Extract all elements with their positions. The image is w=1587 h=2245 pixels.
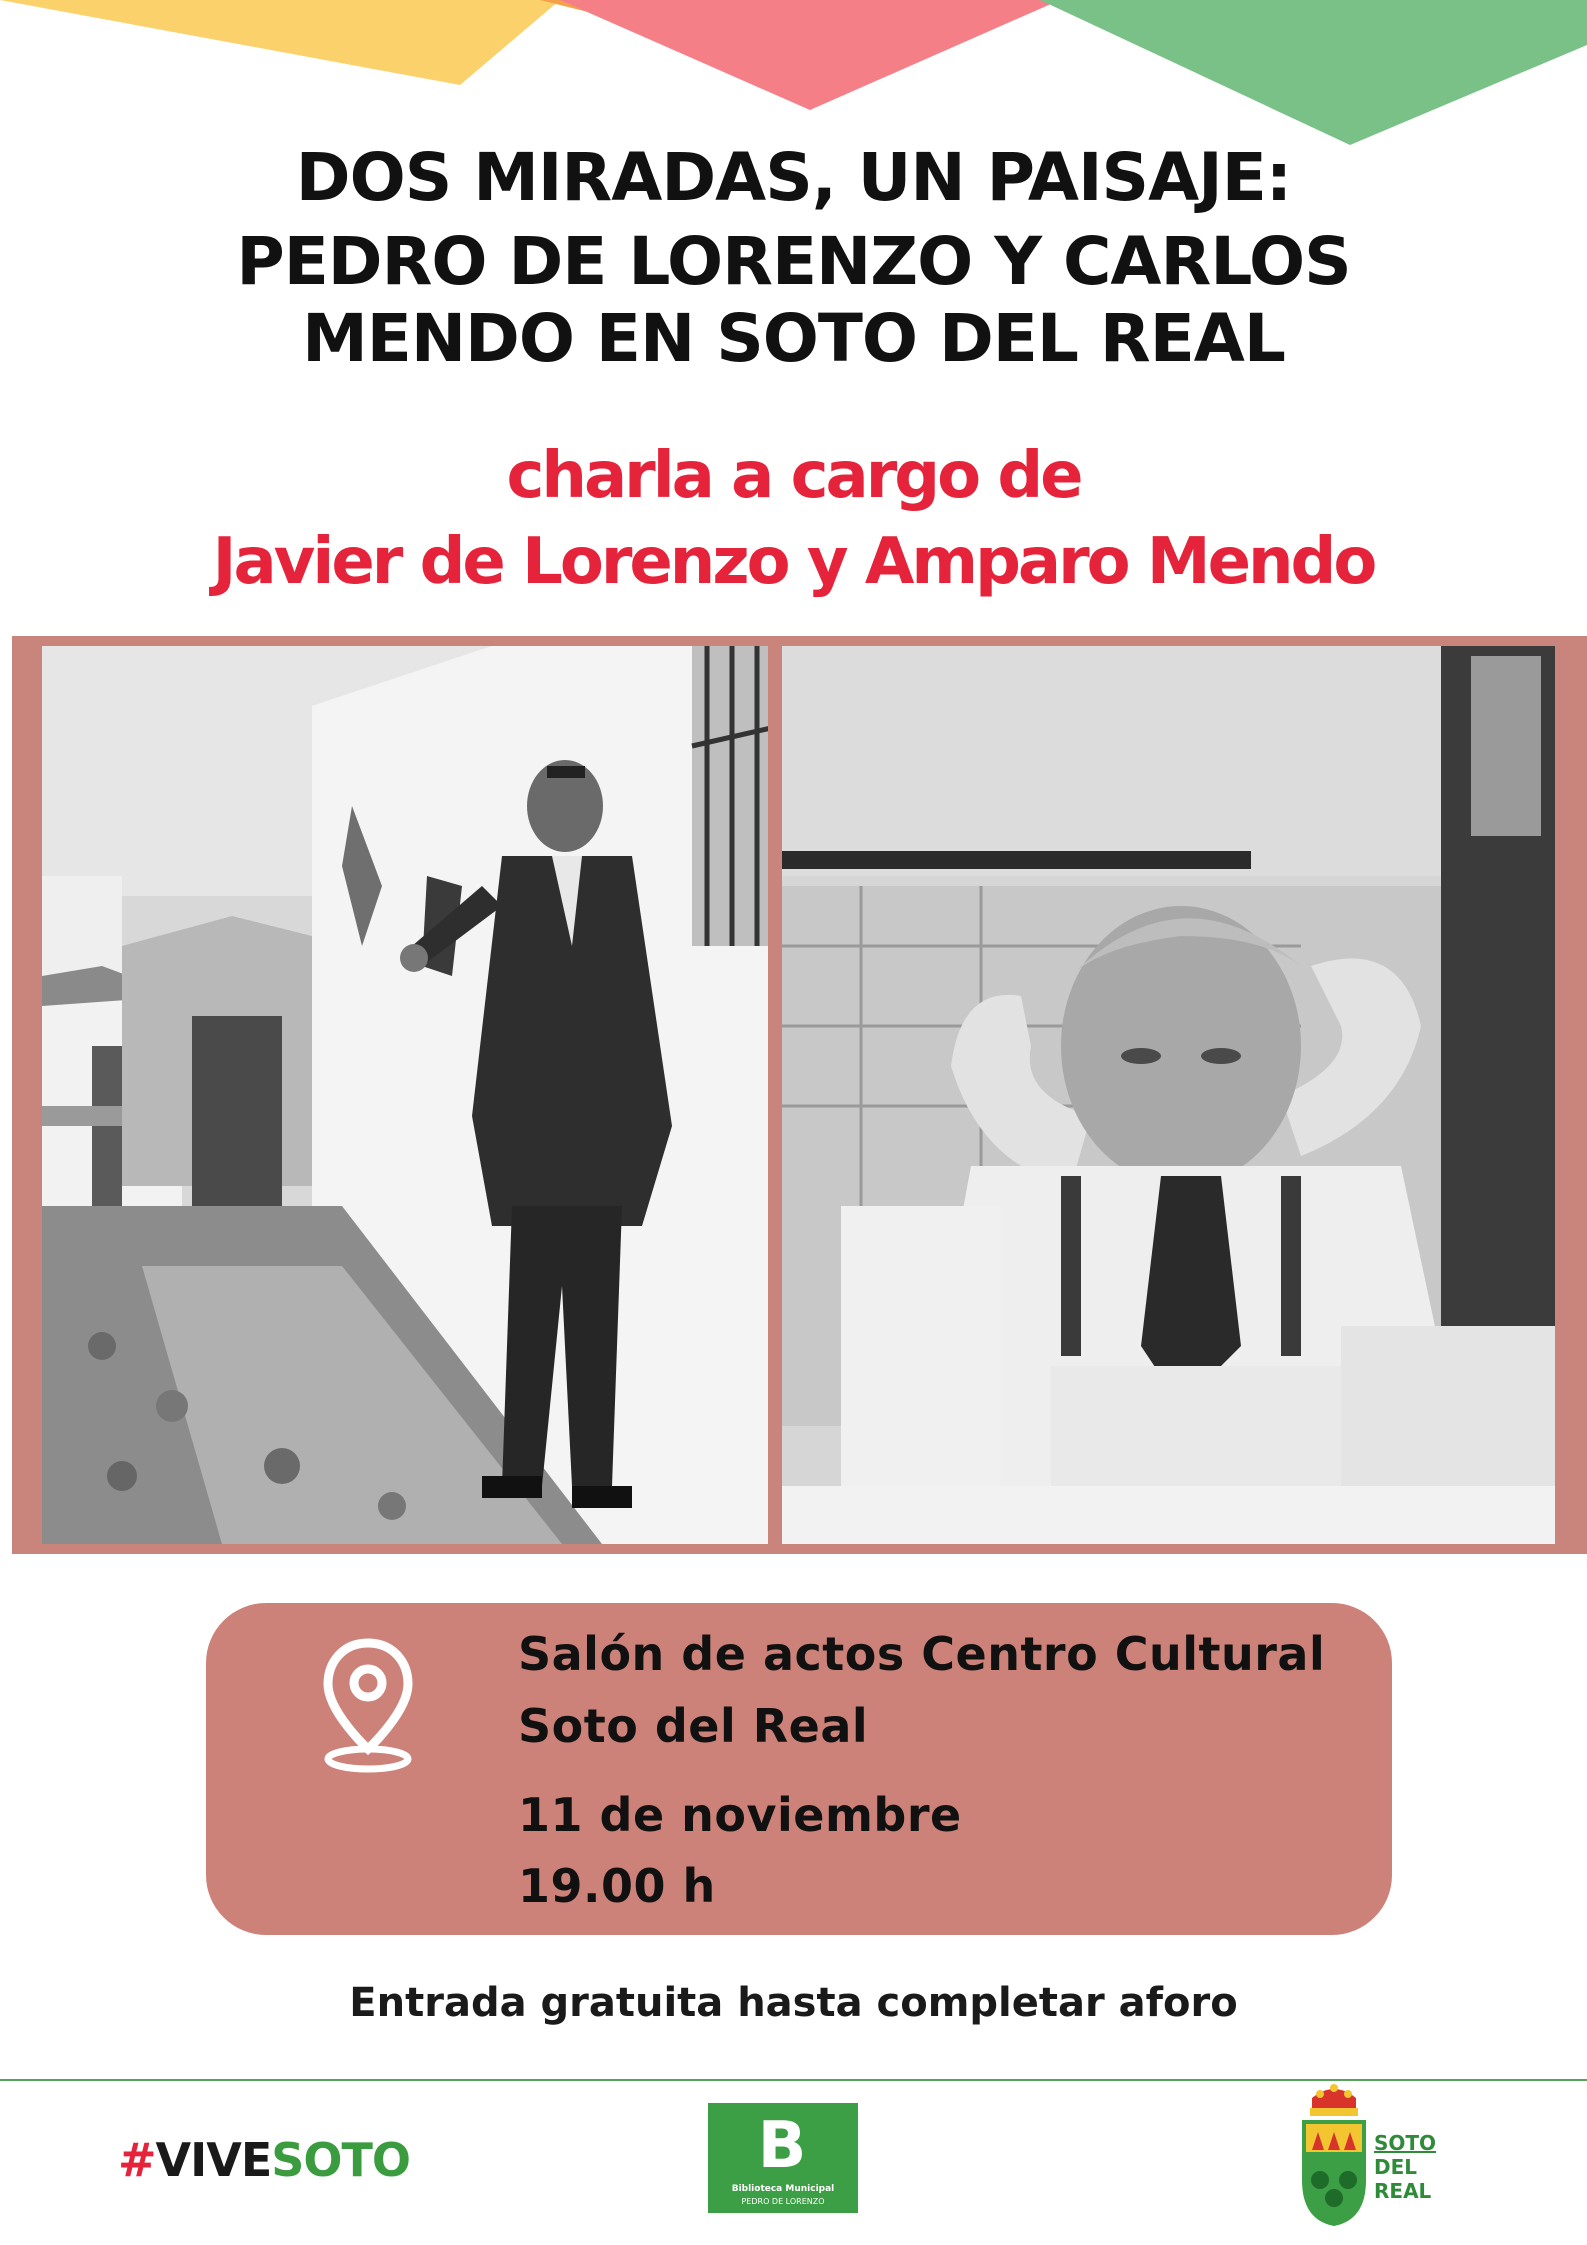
map-pin-icon [318, 1637, 418, 1777]
photo-divider [768, 646, 782, 1544]
red-shape [560, 0, 1060, 110]
vivesoto-hashtag [118, 2130, 410, 2190]
speaker-intro: charla a cargo de [506, 439, 1081, 513]
yellow-shape [0, 0, 560, 85]
event-title-line-1: DOS MIRADAS, UN PAISAJE: [295, 139, 1292, 216]
hashtag-soto: SOTO [271, 2133, 411, 2187]
biblioteca-letter: B [757, 2109, 807, 2183]
soto-del-real-logo [1298, 2080, 1458, 2230]
biblioteca-municipal-logo [708, 2103, 858, 2213]
hashtag-symbol: # [118, 2133, 156, 2187]
soto-logo-line-1: SOTO [1374, 2131, 1437, 2155]
soto-logo-line-3: REAL [1374, 2179, 1432, 2203]
top-decoration [0, 0, 1587, 150]
event-info-box [206, 1603, 1392, 1935]
event-date: 11 de noviembre [518, 1788, 962, 1842]
photo-frame [12, 636, 1587, 1554]
photo-carlos-mendo [781, 646, 1555, 1544]
event-title-line-3: MENDO EN SOTO DEL REAL [302, 300, 1285, 377]
event-title-line-2: PEDRO DE LORENZO Y CARLOS [236, 223, 1351, 300]
hashtag-vive: VIVE [155, 2133, 272, 2187]
office-portrait-illustration [781, 646, 1555, 1544]
venue-town: Soto del Real [518, 1699, 869, 1753]
coat-of-arms-icon [1298, 2080, 1370, 2230]
free-entry-note: Entrada gratuita hasta completar aforo [349, 1980, 1238, 2026]
photo-pedro-de-lorenzo [42, 646, 780, 1544]
biblioteca-subname: PEDRO DE LORENZO [741, 2197, 825, 2206]
biblioteca-name: Biblioteca Municipal [731, 2184, 835, 2194]
speaker-names: Javier de Lorenzo y Amparo Mendo [212, 525, 1375, 599]
green-shape [1040, 0, 1587, 145]
soto-logo-line-2: DEL [1374, 2155, 1418, 2179]
event-time: 19.00 h [518, 1859, 716, 1913]
venue-name: Salón de actos Centro Cultural [518, 1627, 1326, 1681]
street-scene-illustration [42, 646, 780, 1544]
